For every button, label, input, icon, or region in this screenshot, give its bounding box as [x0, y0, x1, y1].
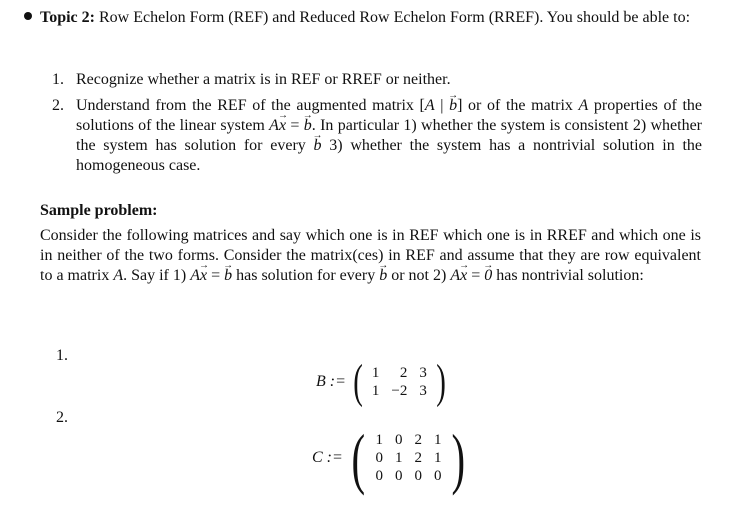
matrix-cell: 1: [375, 432, 383, 448]
topic-paragraph: [40, 8, 710, 28]
matrix-cell: −2: [391, 383, 408, 399]
math-equals: =: [286, 117, 304, 134]
math-A: A: [424, 97, 435, 114]
sample-heading: Sample problem:: [40, 202, 158, 219]
math-A: A: [190, 267, 200, 284]
text-run: or not 2): [387, 267, 451, 284]
matrix-cell: 1: [394, 450, 403, 466]
math-A: A: [113, 267, 124, 284]
matrix-row: [369, 449, 447, 467]
matrix-name: B :=: [316, 373, 346, 390]
text-run: ] or of the matrix: [457, 97, 579, 114]
matrix-cell: 0: [433, 468, 442, 484]
matrix-B: [316, 355, 449, 408]
sample-paragraph: [40, 226, 701, 286]
matrix-cell: 3: [419, 383, 427, 399]
item-number: 2.: [52, 97, 64, 114]
right-paren-icon: ): [436, 355, 446, 408]
text-run: . Say if 1): [123, 267, 191, 284]
matrix-cell: 2: [414, 450, 422, 466]
objective-list: [52, 70, 702, 182]
bullet-icon: [24, 12, 32, 20]
topic-text: Row Echelon Form (REF) and Reduced Row Echelon Form (RREF). You should be able to:: [98, 9, 691, 26]
matrix-cell: 1: [371, 365, 380, 381]
item-text: Recognize whether a matrix is in REF or RREF or neither.: [76, 71, 451, 88]
math-vector-b: → b: [314, 137, 322, 154]
matrix-row: [369, 467, 447, 485]
problem-number: 1.: [56, 347, 68, 364]
math-vector-b: → b: [224, 267, 232, 284]
item-number: 1.: [52, 71, 64, 88]
math-vector-x: → x: [200, 267, 207, 284]
text-run: Consider the following matrices and say which one is in REF which one is in RREF and which one is in neither of the two forms. Consider the matrix(ces) in REF and assume that they are row equivalent to a matrix: [40, 227, 701, 284]
matrix-name: C :=: [312, 449, 343, 466]
math-A: A: [450, 267, 461, 284]
matrix-cell: 2: [414, 432, 422, 448]
matrix-cell: 1: [433, 432, 442, 448]
math-A: A: [578, 97, 589, 114]
text-run: has solution for every: [232, 267, 380, 284]
matrix-cell: 0: [375, 468, 383, 484]
topic-heading: Topic 2:: [40, 9, 95, 26]
right-paren-icon: ): [451, 420, 466, 496]
text-run: has nontrivial solution:: [492, 267, 644, 284]
left-paren-icon: (: [353, 355, 363, 408]
math-A: A: [269, 117, 279, 134]
text-run: properties of the solutions of the linear system: [76, 97, 703, 134]
matrix-table: [366, 364, 433, 400]
math-vector-b: → b: [449, 97, 457, 114]
matrix-cell: 1: [371, 383, 380, 399]
matrix-cell: 0: [375, 450, 383, 466]
matrix-C: [312, 420, 470, 496]
math-zero-vector: → 0: [484, 267, 492, 284]
matrix-cell: 0: [414, 468, 422, 484]
matrix-cell: 0: [394, 468, 403, 484]
matrix-cell: 3: [419, 365, 427, 381]
math-vector-b: → b: [379, 267, 387, 284]
text-run: . In particular 1) whether the system is consistent 2) whether the system has solution for every: [76, 117, 703, 154]
math-equals: =: [207, 267, 225, 284]
matrix-cell: 2: [399, 365, 408, 381]
text-run: Understand from the REF of the augmented matrix [: [76, 97, 425, 114]
left-paren-icon: (: [351, 420, 365, 496]
matrix-cell: 0: [394, 432, 403, 448]
math-vector-x: → x: [460, 267, 467, 284]
matrix-cell: 1: [433, 450, 442, 466]
problem-number: 2.: [56, 409, 68, 426]
list-item: [52, 96, 702, 176]
math-vector-b: → b: [304, 117, 312, 134]
matrix-row: [366, 364, 433, 382]
list-item: [52, 70, 702, 90]
matrix-table: [369, 431, 447, 485]
matrix-row: [366, 382, 433, 400]
text-run: 3) whether the system has a nontrivial solution in the homogeneous case.: [76, 137, 702, 174]
item-text: Understand from the REF of the augmented matrix [A | → b] or of the matrix A properties of the solutions of the linear system A→ x = → b. In particular 1) whether the system is consistent 2) whether the system has solution for every → b 3) whether the system has a nontrivial solution in the homogeneous case.: [76, 96, 702, 176]
math-vector-x: → x: [279, 117, 286, 134]
matrix-row: [369, 431, 447, 449]
math-equals: =: [467, 267, 485, 284]
